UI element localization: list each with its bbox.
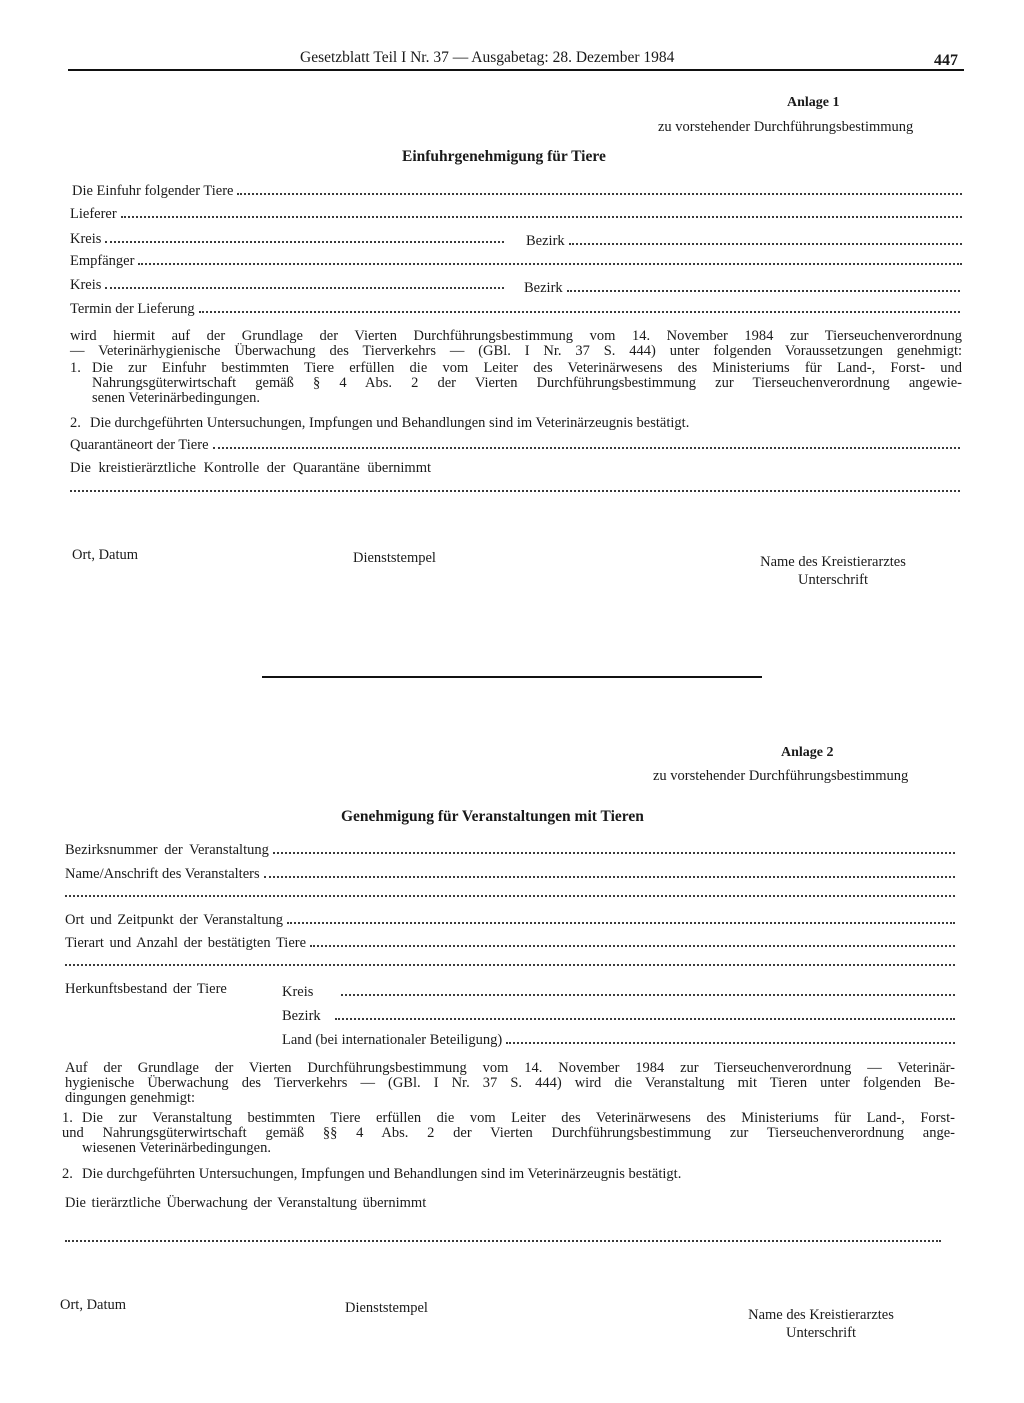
- field-lieferer-label: Lieferer: [70, 206, 117, 222]
- kontrolle-label: Die kreistierärztliche Kontrolle der Quarantäne übernimmt: [70, 460, 432, 476]
- anlage1-ort-datum: Ort, Datum: [72, 547, 139, 563]
- anlage1-item-1-line-2: Nahrungsgüterwirtschaft gemäß § 4 Abs. 2 der Vierten Durchführungsbestimmung zur Tierseuchenverordnung angewie-: [92, 375, 962, 391]
- anlage1-signature-block: [740, 554, 926, 589]
- anlage2-ort-datum: Ort, Datum: [60, 1297, 127, 1313]
- field-lieferer-line[interactable]: [121, 204, 962, 218]
- anlage2-unterschrift: Unterschrift: [785, 1325, 857, 1341]
- field-herkunft-bezirk-line[interactable]: [335, 1006, 955, 1020]
- anlage2-item-2-number: 2.: [62, 1166, 73, 1182]
- anlage2-item-2: [62, 1167, 955, 1183]
- anlage2-intro-line-2: hygienische Überwachung des Tierverkehrs — (GBl. I Nr. 37 S. 444) wird die Veranstaltung mit Tieren unter folgenden Be-: [65, 1075, 955, 1091]
- field-name-anschrift-line[interactable]: [264, 864, 955, 878]
- field-tierart-line[interactable]: [310, 933, 955, 947]
- field-empfaenger[interactable]: [70, 251, 962, 269]
- field-name-anschrift-label: Name/Anschrift des Veranstalters: [65, 866, 260, 882]
- field-bezirk2[interactable]: [524, 278, 960, 296]
- field-termin-line[interactable]: [199, 299, 960, 313]
- field-einfuhr-label: Die Einfuhr folgender Tiere: [72, 183, 234, 199]
- field-ort-zeitpunkt[interactable]: [65, 910, 955, 928]
- field-ort-zeitpunkt-label: Ort und Zeitpunkt der Veranstaltung: [65, 912, 283, 928]
- field-herkunft-kreis-label: Kreis: [282, 984, 314, 1000]
- anlage2-signature-block: [728, 1307, 914, 1342]
- field-name-anschrift[interactable]: [65, 864, 955, 882]
- anlage2-item-1-line-2: und Nahrungsgüterwirtschaft gemäß §§ 4 Abs. 2 der Vierten Durchführungsbestimmung zur Tierseuchenverordnung ange-: [62, 1125, 955, 1141]
- running-title: Gesetzblatt Teil I Nr. 37 — Ausgabetag: 28. Dezember 1984: [300, 49, 675, 66]
- herkunft-label: Herkunftsbestand der Tiere: [65, 981, 227, 997]
- field-bezirksnummer[interactable]: [65, 840, 955, 858]
- kontrolle-line[interactable]: [70, 488, 960, 492]
- field-kreis2-label: Kreis: [70, 277, 102, 293]
- field-kreis1[interactable]: [70, 229, 504, 247]
- anlage1-item-2: [70, 416, 962, 432]
- anlage2-label: Anlage 2: [781, 745, 834, 760]
- field-kreis2-line[interactable]: [105, 275, 504, 289]
- field-empfaenger-line[interactable]: [138, 251, 962, 265]
- anlage2-item-1-line-3: wiesenen Veterinärbedingungen.: [82, 1140, 271, 1156]
- anlage2-item-1-number: 1.: [62, 1110, 73, 1126]
- field-bezirk1-line[interactable]: [569, 231, 962, 245]
- field-kreis2[interactable]: [70, 275, 504, 293]
- anlage1-item-1-number: 1.: [70, 360, 81, 376]
- field-quarantaene-label: Quarantäneort der Tiere: [70, 437, 209, 453]
- ueberwachung-line[interactable]: [65, 1238, 941, 1242]
- anlage1-unterschrift: Unterschrift: [797, 572, 869, 588]
- field-einfuhr-line[interactable]: [237, 181, 962, 195]
- field-termin-label: Termin der Lieferung: [70, 301, 195, 317]
- field-quarantaene[interactable]: [70, 435, 960, 453]
- ueberwachung-label: Die tierärztliche Überwachung der Veranstaltung übernimmt: [65, 1195, 427, 1211]
- field-herkunft-land[interactable]: [282, 1030, 955, 1048]
- field-bezirksnummer-label: Bezirksnummer der Veranstaltung: [65, 842, 269, 858]
- anlage1-item-2-text: Die durchgeführten Untersuchungen, Impfungen und Behandlungen sind im Veterinärzeugnis bestätigt.: [90, 415, 690, 431]
- field-kreis1-label: Kreis: [70, 231, 102, 247]
- page-number: 447: [934, 52, 958, 69]
- anlage1-name-kreistierarzt: Name des Kreistierarztes: [760, 554, 906, 570]
- anlage1-item-1-line-3: senen Veterinärbedingungen.: [92, 390, 261, 406]
- anlage2-intro-line-1: Auf der Grundlage der Vierten Durchführungsbestimmung vom 14. November 1984 zur Tierseuchenverordnung — Veterinär-: [65, 1060, 955, 1076]
- anlage1-title: Einfuhrgenehmigung für Tiere: [402, 148, 606, 165]
- field-lieferer[interactable]: [70, 204, 962, 222]
- anlage2-name-kreistierarzt: Name des Kreistierarztes: [748, 1307, 894, 1323]
- anlage1-item-1: [70, 361, 962, 409]
- tierart-line-2[interactable]: [65, 962, 955, 966]
- field-herkunft-bezirk-label: Bezirk: [282, 1008, 321, 1024]
- field-bezirk1-label: Bezirk: [526, 233, 565, 249]
- field-tierart[interactable]: [65, 933, 955, 951]
- header-rule: [68, 69, 964, 71]
- anlage1-reference: zu vorstehender Durchführungsbestimmung: [658, 119, 914, 135]
- field-herkunft-kreis[interactable]: [282, 982, 955, 1000]
- anlage2-item-1: [62, 1111, 955, 1159]
- field-bezirksnummer-line[interactable]: [273, 840, 955, 854]
- section-divider: [262, 676, 762, 678]
- field-ort-zeitpunkt-line[interactable]: [287, 910, 955, 924]
- anlage2-dienststempel: Dienststempel: [345, 1300, 428, 1316]
- field-bezirk2-line[interactable]: [567, 278, 960, 292]
- field-einfuhr[interactable]: [72, 181, 962, 199]
- anlage2-reference: zu vorstehender Durchführungsbestimmung: [653, 768, 909, 784]
- anlage1-item-1-line-1: Die zur Einfuhr bestimmten Tiere erfüllen die vom Leiter des Veterinärwesens des Ministeriums für Land-, Forst- und: [92, 360, 962, 376]
- anlage1-intro-line-1: wird hiermit auf der Grundlage der Vierten Durchführungsbestimmung vom 14. November 1984 zur Tierseuchenverordnung: [70, 328, 962, 344]
- field-quarantaene-line[interactable]: [213, 435, 960, 449]
- anlage1-item-2-number: 2.: [70, 415, 81, 431]
- field-tierart-label: Tierart und Anzahl der bestätigten Tiere: [65, 935, 307, 951]
- field-bezirk2-label: Bezirk: [524, 280, 563, 296]
- anlage2-item-2-text: Die durchgeführten Untersuchungen, Impfungen und Behandlungen sind im Veterinärzeugnis bestätigt.: [82, 1166, 682, 1182]
- field-termin[interactable]: [70, 299, 960, 317]
- field-bezirk1[interactable]: [526, 231, 962, 249]
- anlage2-item-1-line-1: Die zur Veranstaltung bestimmten Tiere erfüllen die vom Leiter des Veterinärwesens des Ministeriums für Land-, Forst-: [82, 1110, 955, 1126]
- anlage1-dienststempel: Dienststempel: [353, 550, 436, 566]
- anlage2-title: Genehmigung für Veranstaltungen mit Tieren: [341, 808, 644, 825]
- field-kreis1-line[interactable]: [105, 229, 504, 243]
- name-anschrift-line-2[interactable]: [65, 893, 955, 897]
- field-empfaenger-label: Empfänger: [70, 253, 135, 269]
- field-herkunft-land-line[interactable]: [506, 1030, 955, 1044]
- anlage2-intro-line-3: dingungen genehmigt:: [65, 1090, 196, 1106]
- anlage1-label: Anlage 1: [787, 95, 840, 110]
- field-herkunft-bezirk[interactable]: [282, 1006, 955, 1024]
- anlage1-intro-line-2: — Veterinärhygienische Überwachung des Tierverkehrs — (GBl. I Nr. 37 S. 444) unter folgenden Voraussetzungen genehmigt:: [70, 343, 962, 359]
- field-herkunft-kreis-line[interactable]: [341, 982, 955, 996]
- field-herkunft-land-label: Land (bei internationaler Beteiligung): [282, 1032, 503, 1048]
